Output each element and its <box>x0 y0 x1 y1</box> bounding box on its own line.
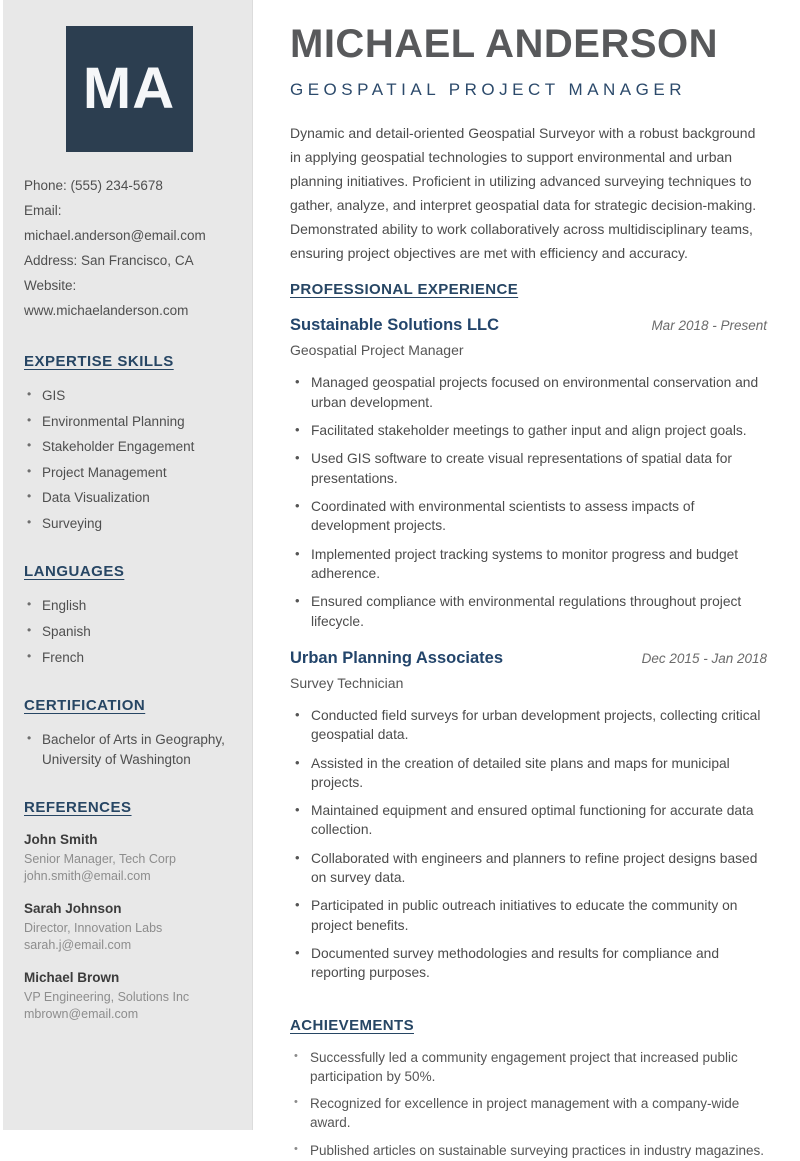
reference-email: sarah.j@email.com <box>24 938 132 953</box>
certification-list <box>24 730 234 769</box>
reference-role: VP Engineering, Solutions Inc <box>24 990 190 1005</box>
achievement-item: • Successfully led a community engagement project that increased public participation by 50%. <box>290 1049 767 1087</box>
job-dates: Dec 2015 - Jan 2018 <box>641 650 767 666</box>
reference-name: Michael Brown <box>24 970 120 986</box>
reference-email: mbrown@email.com <box>24 1007 139 1022</box>
contact-info <box>24 173 234 323</box>
skill-item: • Project Management <box>24 463 234 483</box>
skill-item: • GIS <box>24 386 234 406</box>
job-company: Urban Planning Associates <box>290 648 504 667</box>
achievement-item: • Published articles on sustainable surveying practices in industry magazines. <box>290 1142 767 1161</box>
reference-card <box>24 970 234 1023</box>
job-bullet: • Used GIS software to create visual representations of spatial data for presentations. <box>290 449 767 488</box>
achievements-list <box>290 1049 767 1161</box>
main-content <box>254 0 800 1159</box>
reference-role: Director, Innovation Labs <box>24 921 163 936</box>
certification-heading: CERTIFICATION <box>24 697 146 715</box>
job-bullet: • Assisted in the creation of detailed site plans and maps for municipal projects. <box>290 754 767 793</box>
skills-heading: EXPERTISE SKILLS <box>24 353 174 370</box>
job-header <box>290 649 767 668</box>
job-dates: Mar 2018 - Present <box>651 318 767 334</box>
section-expertise-skills <box>24 353 234 533</box>
candidate-name: MICHAEL ANDERSON <box>290 22 719 66</box>
job-entry <box>290 649 767 983</box>
job-bullet: • Collaborated with engineers and planners to refine project designs based on survey data. <box>290 849 767 888</box>
job-bullet: • Managed geospatial projects focused on environmental conservation and urban development. <box>290 373 767 412</box>
languages-list <box>24 596 234 667</box>
languages-heading: LANGUAGES <box>24 563 125 581</box>
avatar <box>66 26 193 152</box>
contact-phone: Phone: (555) 234-5678 <box>24 178 163 193</box>
references-heading: REFERENCES <box>24 799 132 817</box>
avatar-monogram: MA <box>82 56 176 121</box>
section-references <box>24 799 234 1023</box>
achievement-item: • Recognized for excellence in project management with a company-wide award. <box>290 1095 767 1133</box>
section-certification <box>24 697 234 769</box>
skill-item: • Environmental Planning <box>24 412 234 432</box>
job-company: Sustainable Solutions LLC <box>290 316 500 335</box>
professional-summary: Dynamic and detail-oriented Geospatial Surveyor with a robust background in applying geospatial technologies to support environmental and urban planning initiatives. Proficient in utilizing advanced surveying techniques to gather, analyze, and interpret geospatial data for strategic decision-making. Demonstrated ability to work collaboratively across multidisciplinary teams, ensuring project objectives are met with efficiency and accuracy. <box>290 125 757 262</box>
reference-name: John Smith <box>24 832 98 848</box>
language-item: • French <box>24 648 234 668</box>
skill-item: • Surveying <box>24 514 234 534</box>
skill-item: • Stakeholder Engagement <box>24 437 234 457</box>
job-bullet: • Participated in public outreach initiatives to educate the community on project benefits. <box>290 896 767 935</box>
job-bullet: • Facilitated stakeholder meetings to gather input and align project goals. <box>290 421 767 440</box>
reference-email: john.smith@email.com <box>24 869 151 884</box>
job-bullet: • Implemented project tracking systems to monitor progress and budget adherence. <box>290 545 767 584</box>
certification-item: • Bachelor of Arts in Geography, University of Washington <box>24 730 234 769</box>
job-bullet: • Coordinated with environmental scientists to assess impacts of development projects. <box>290 497 767 536</box>
job-bullet: • Conducted field surveys for urban development projects, collecting critical geospatial data. <box>290 706 767 745</box>
job-bullet: • Maintained equipment and ensured optimal functioning for accurate data collection. <box>290 801 767 840</box>
job-entry <box>290 316 767 630</box>
experience-heading: PROFESSIONAL EXPERIENCE <box>290 281 519 299</box>
job-role: Survey Technician <box>290 674 404 691</box>
skills-list <box>24 386 234 533</box>
job-role: Geospatial Project Manager <box>290 342 464 359</box>
reference-role: Senior Manager, Tech Corp <box>24 852 176 867</box>
job-header <box>290 316 767 335</box>
reference-card <box>24 832 234 885</box>
job-bullet: • Documented survey methodologies and results for compliance and reporting purposes. <box>290 944 767 983</box>
language-item: • English <box>24 596 234 616</box>
job-bullet: • Ensured compliance with environmental regulations throughout project lifecycle. <box>290 592 767 631</box>
reference-card <box>24 901 234 954</box>
candidate-title: GEOSPATIAL PROJECT MANAGER <box>290 80 686 99</box>
sidebar <box>3 0 253 1130</box>
contact-website: Website: www.michaelanderson.com <box>24 278 189 318</box>
language-item: • Spanish <box>24 622 234 642</box>
contact-email: Email: michael.anderson@email.com <box>24 203 206 243</box>
job-bullet-list <box>290 706 767 983</box>
achievements-heading: ACHIEVEMENTS <box>290 1016 414 1034</box>
reference-name: Sarah Johnson <box>24 901 122 917</box>
skill-item: • Data Visualization <box>24 488 234 508</box>
job-bullet-list <box>290 373 767 630</box>
contact-address: Address: San Francisco, CA <box>24 253 194 268</box>
section-languages <box>24 563 234 667</box>
